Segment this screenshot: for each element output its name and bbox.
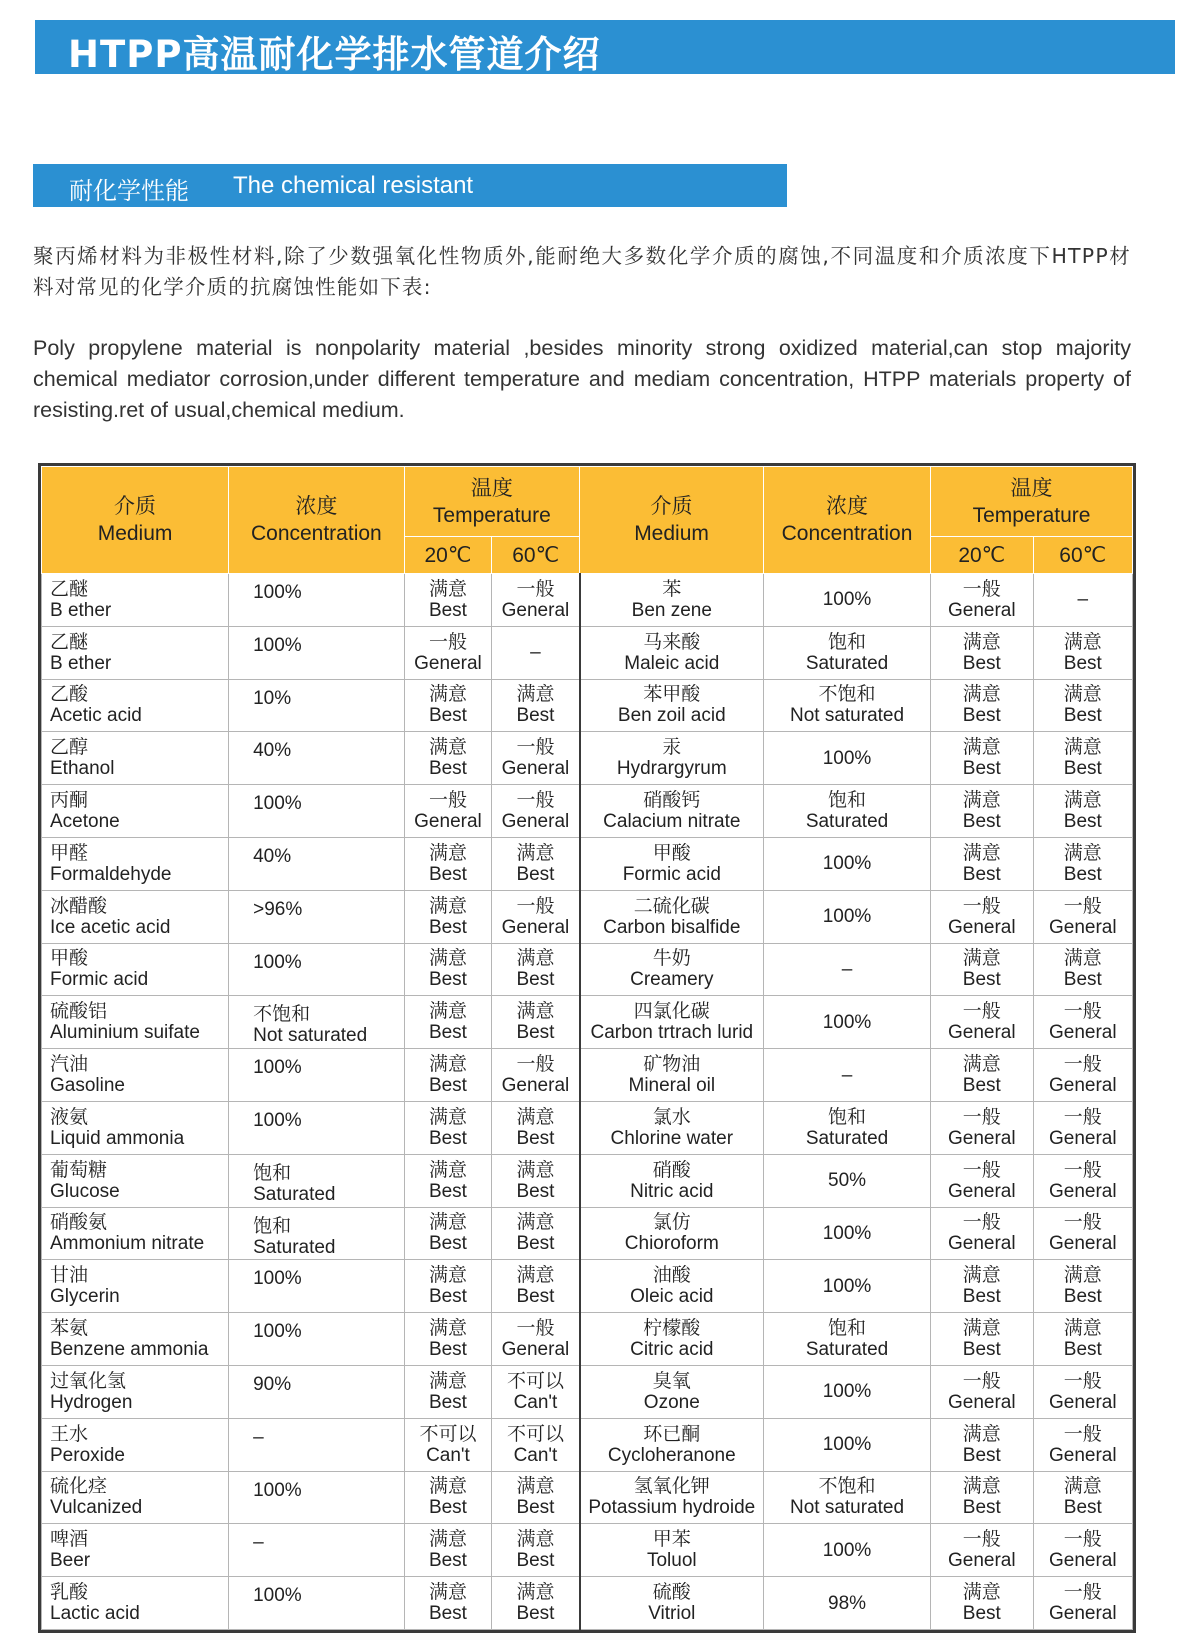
table-row (42, 890, 1133, 943)
concentration-cell: 10% (229, 679, 404, 732)
temp-60c-cell: – (492, 626, 580, 679)
medium-cell: 氯水 Chlorine water (580, 1101, 764, 1154)
temp-60c-cell: 满意 Best (492, 1260, 580, 1313)
temp-20c-cell: 满意 Best (931, 1577, 1034, 1630)
temp-60c-cell: 不可以 Can't (492, 1365, 580, 1418)
temp-60c-cell: 一般 General (1033, 1365, 1132, 1418)
temp-60c-cell: 满意 Best (492, 943, 580, 996)
temp-20c-cell: 满意 Best (931, 1049, 1034, 1102)
section-title-en: The chemical resistant (233, 172, 474, 199)
table-row (42, 996, 1133, 1049)
medium-cell: 葡萄糖 Glucose (42, 1154, 229, 1207)
medium-cell: 氯仿 Chioroform (580, 1207, 764, 1260)
table-row (42, 1524, 1133, 1577)
temp-60c-cell: 一般 General (1033, 1154, 1132, 1207)
temp-60c-cell: 一般 General (492, 785, 580, 838)
temp-60c-cell: 满意 Best (1033, 943, 1132, 996)
temp-60c-cell: 不可以 Can't (492, 1418, 580, 1471)
table-row (42, 1313, 1133, 1366)
temp-20c-cell: 一般 General (404, 785, 492, 838)
section-header (33, 164, 787, 207)
table-row (42, 1577, 1133, 1630)
temp-60c-cell: 一般 General (1033, 1101, 1132, 1154)
concentration-cell: 100% (229, 785, 404, 838)
temp-20c-cell: 满意 Best (404, 574, 492, 627)
temp-60c-cell: 一般 General (492, 732, 580, 785)
temp-20c-cell: 满意 Best (931, 1418, 1034, 1471)
temp-20c-cell: 一般 General (931, 996, 1034, 1049)
concentration-cell: 不饱和 Not saturated (229, 996, 404, 1049)
temp-20c-cell: 满意 Best (404, 1577, 492, 1630)
temp-20c-cell: 满意 Best (404, 1049, 492, 1102)
concentration-cell: 100% (229, 626, 404, 679)
temp-20c-cell: 满意 Best (404, 1101, 492, 1154)
temp-60c-cell: 满意 Best (492, 1524, 580, 1577)
temp-20c-cell: 一般 General (931, 574, 1034, 627)
table-row (42, 1207, 1133, 1260)
medium-cell: 硝酸 Nitric acid (580, 1154, 764, 1207)
temp-60c-cell: – (1033, 574, 1132, 627)
temp-20c-cell: 满意 Best (931, 943, 1034, 996)
temp-60c-cell: 满意 Best (492, 996, 580, 1049)
medium-cell: 二硫化碳 Carbon bisalfide (580, 890, 764, 943)
medium-cell: 冰醋酸 Ice acetic acid (42, 890, 229, 943)
temp-60c-cell: 满意 Best (492, 1471, 580, 1524)
temp-20c-cell: 满意 Best (931, 679, 1034, 732)
temp-20c-cell: 满意 Best (931, 1471, 1034, 1524)
concentration-cell: 40% (229, 837, 404, 890)
concentration-cell: 100% (229, 1260, 404, 1313)
temp-60c-cell: 满意 Best (1033, 732, 1132, 785)
concentration-cell: 饱和 Saturated (229, 1207, 404, 1260)
temp-20c-cell: 一般 General (931, 1154, 1034, 1207)
temp-60c-cell: 满意 Best (1033, 1260, 1132, 1313)
chemical-resistance-table-frame (38, 463, 1136, 1633)
concentration-cell: 100% (764, 732, 931, 785)
medium-cell: 硫化痉 Vulcanized (42, 1471, 229, 1524)
intro-paragraph-en: Poly propylene material is nonpolarity material ,besides minority strong oxidized material,can stop majority chemical mediator corrosion,under different temperature and mediam concentration, HTPP materials property of resisting.ret of usual,chemical medium. (33, 336, 1131, 422)
temp-60c-cell: 满意 Best (492, 679, 580, 732)
medium-cell: 汽油 Gasoline (42, 1049, 229, 1102)
temp-20c-cell: 一般 General (931, 1101, 1034, 1154)
table-row (42, 1471, 1133, 1524)
medium-cell: 乙醚 B ether (42, 626, 229, 679)
temp-20c-cell: 满意 Best (931, 1313, 1034, 1366)
temp-20c-cell: 满意 Best (931, 837, 1034, 890)
temp-20c-cell: 一般 General (931, 1524, 1034, 1577)
temp-20c-cell: 满意 Best (404, 1524, 492, 1577)
temp-60c-cell: 一般 General (1033, 1418, 1132, 1471)
temp-20c-cell: 满意 Best (404, 1471, 492, 1524)
medium-cell: 马来酸 Maleic acid (580, 626, 764, 679)
temp-60c-cell: 一般 General (492, 890, 580, 943)
header-60c: 60℃ (1033, 537, 1132, 574)
medium-cell: 氢氧化钾 Potassium hydroide (580, 1471, 764, 1524)
medium-cell: 啤酒 Beer (42, 1524, 229, 1577)
medium-cell: 过氧化氢 Hydrogen (42, 1365, 229, 1418)
temp-20c-cell: 满意 Best (931, 785, 1034, 838)
section-title-cn: 耐化学性能 (69, 177, 189, 205)
medium-cell: 四氯化碳 Carbon trtrach lurid (580, 996, 764, 1049)
concentration-cell: 不饱和 Not saturated (764, 1471, 931, 1524)
header-medium: 介质 Medium (42, 467, 229, 574)
concentration-cell: 饱和 Saturated (764, 785, 931, 838)
chemical-resistance-table (41, 466, 1133, 1630)
medium-cell: 甲苯 Toluol (580, 1524, 764, 1577)
temp-60c-cell: 满意 Best (1033, 785, 1132, 838)
concentration-cell: 100% (764, 1260, 931, 1313)
concentration-cell: 饱和 Saturated (764, 1313, 931, 1366)
medium-cell: 硝酸氨 Ammonium nitrate (42, 1207, 229, 1260)
concentration-cell: 100% (764, 1207, 931, 1260)
temp-20c-cell: 满意 Best (404, 1365, 492, 1418)
concentration-cell: 饱和 Saturated (764, 1101, 931, 1154)
temp-60c-cell: 一般 General (1033, 1207, 1132, 1260)
table-row (42, 679, 1133, 732)
table-row (42, 1418, 1133, 1471)
concentration-cell: 50% (764, 1154, 931, 1207)
concentration-cell: 饱和 Saturated (229, 1154, 404, 1207)
temp-60c-cell: 一般 General (1033, 1049, 1132, 1102)
temp-20c-cell: 满意 Best (404, 837, 492, 890)
concentration-cell: 40% (229, 732, 404, 785)
medium-cell: 臭氧 Ozone (580, 1365, 764, 1418)
temp-60c-cell: 满意 Best (492, 1101, 580, 1154)
concentration-cell: 不饱和 Not saturated (764, 679, 931, 732)
title-bar (35, 20, 1175, 74)
temp-60c-cell: 满意 Best (492, 1207, 580, 1260)
concentration-cell: 100% (764, 837, 931, 890)
header-20c: 20℃ (404, 537, 492, 574)
temp-20c-cell: 满意 Best (404, 679, 492, 732)
medium-cell: 乳酸 Lactic acid (42, 1577, 229, 1630)
temp-20c-cell: 一般 General (931, 1365, 1034, 1418)
table-row (42, 1260, 1133, 1313)
concentration-cell: 100% (229, 574, 404, 627)
header-medium: 介质 Medium (580, 467, 764, 574)
table-row (42, 1101, 1133, 1154)
temp-20c-cell: 满意 Best (404, 890, 492, 943)
temp-20c-cell: 满意 Best (404, 1260, 492, 1313)
temp-60c-cell: 一般 General (492, 574, 580, 627)
temp-20c-cell: 一般 General (931, 1207, 1034, 1260)
table-row (42, 1365, 1133, 1418)
table-row (42, 837, 1133, 890)
page-title: HTPP高温耐化学排水管道介绍 (68, 33, 601, 76)
header-temperature: 温度 Temperature (404, 467, 579, 537)
medium-cell: 硫酸 Vitriol (580, 1577, 764, 1630)
header-temperature: 温度 Temperature (931, 467, 1133, 537)
table-row (42, 1154, 1133, 1207)
medium-cell: 柠檬酸 Citric acid (580, 1313, 764, 1366)
medium-cell: 硝酸钙 Calacium nitrate (580, 785, 764, 838)
concentration-cell: 100% (229, 1471, 404, 1524)
concentration-cell: 90% (229, 1365, 404, 1418)
concentration-cell: 100% (229, 1101, 404, 1154)
temp-20c-cell: 不可以 Can't (404, 1418, 492, 1471)
temp-20c-cell: 满意 Best (404, 1313, 492, 1366)
concentration-cell: – (229, 1524, 404, 1577)
table-row (42, 943, 1133, 996)
temp-60c-cell: 满意 Best (492, 1577, 580, 1630)
medium-cell: 王水 Peroxide (42, 1418, 229, 1471)
temp-20c-cell: 满意 Best (404, 1207, 492, 1260)
table-body (42, 574, 1133, 1630)
medium-cell: 丙酮 Acetone (42, 785, 229, 838)
medium-cell: 硫酸铝 Aluminium suifate (42, 996, 229, 1049)
temp-60c-cell: 满意 Best (492, 1154, 580, 1207)
temp-60c-cell: 一般 General (1033, 890, 1132, 943)
temp-60c-cell: 满意 Best (1033, 1313, 1132, 1366)
temp-60c-cell: 一般 General (492, 1049, 580, 1102)
concentration-cell: 100% (764, 1418, 931, 1471)
medium-cell: 甘油 Glycerin (42, 1260, 229, 1313)
temp-20c-cell: 满意 Best (931, 732, 1034, 785)
concentration-cell: 100% (229, 1049, 404, 1102)
intro-paragraph-cn: 聚丙烯材料为非极性材料,除了少数强氧化性物质外,能耐绝大多数化学介质的腐蚀,不同温度和介质浓度下HTPP材料对常见的化学介质的抗腐蚀性能如下表: (33, 244, 1131, 299)
medium-cell: 环已酮 Cycloheranone (580, 1418, 764, 1471)
header-concentration: 浓度 Concentration (229, 467, 404, 574)
medium-cell: 汞 Hydrargyrum (580, 732, 764, 785)
medium-cell: 甲醛 Formaldehyde (42, 837, 229, 890)
medium-cell: 甲酸 Formic acid (580, 837, 764, 890)
concentration-cell: – (764, 1049, 931, 1102)
header-concentration: 浓度 Concentration (764, 467, 931, 574)
concentration-cell: 100% (764, 574, 931, 627)
medium-cell: 牛奶 Creamery (580, 943, 764, 996)
table-row (42, 574, 1133, 627)
concentration-cell: 100% (764, 1524, 931, 1577)
temp-20c-cell: 满意 Best (931, 1260, 1034, 1313)
temp-60c-cell: 满意 Best (1033, 679, 1132, 732)
medium-cell: 苯氨 Benzene ammonia (42, 1313, 229, 1366)
medium-cell: 甲酸 Formic acid (42, 943, 229, 996)
medium-cell: 乙酸 Acetic acid (42, 679, 229, 732)
concentration-cell: >96% (229, 890, 404, 943)
temp-60c-cell: 一般 General (492, 1313, 580, 1366)
concentration-cell: 100% (764, 996, 931, 1049)
medium-cell: 矿物油 Mineral oil (580, 1049, 764, 1102)
concentration-cell: 100% (229, 1313, 404, 1366)
medium-cell: 液氨 Liquid ammonia (42, 1101, 229, 1154)
temp-60c-cell: 满意 Best (1033, 626, 1132, 679)
medium-cell: 乙醚 B ether (42, 574, 229, 627)
temp-20c-cell: 满意 Best (931, 626, 1034, 679)
concentration-cell: – (764, 943, 931, 996)
table-row (42, 1049, 1133, 1102)
header-60c: 60℃ (492, 537, 580, 574)
concentration-cell: 100% (764, 1365, 931, 1418)
temp-20c-cell: 一般 General (404, 626, 492, 679)
concentration-cell: 100% (764, 890, 931, 943)
concentration-cell: – (229, 1418, 404, 1471)
temp-60c-cell: 满意 Best (492, 837, 580, 890)
medium-cell: 油酸 Oleic acid (580, 1260, 764, 1313)
temp-20c-cell: 满意 Best (404, 943, 492, 996)
temp-20c-cell: 一般 General (931, 890, 1034, 943)
temp-60c-cell: 一般 General (1033, 1577, 1132, 1630)
concentration-cell: 100% (229, 943, 404, 996)
header-20c: 20℃ (931, 537, 1034, 574)
temp-20c-cell: 满意 Best (404, 996, 492, 1049)
table-row (42, 785, 1133, 838)
temp-60c-cell: 一般 General (1033, 1524, 1132, 1577)
table-row (42, 626, 1133, 679)
temp-60c-cell: 一般 General (1033, 996, 1132, 1049)
medium-cell: 乙醇 Ethanol (42, 732, 229, 785)
medium-cell: 苯 Ben zene (580, 574, 764, 627)
temp-60c-cell: 满意 Best (1033, 1471, 1132, 1524)
temp-20c-cell: 满意 Best (404, 732, 492, 785)
concentration-cell: 饱和 Saturated (764, 626, 931, 679)
concentration-cell: 98% (764, 1577, 931, 1630)
concentration-cell: 100% (229, 1577, 404, 1630)
table-row (42, 732, 1133, 785)
temp-60c-cell: 满意 Best (1033, 837, 1132, 890)
medium-cell: 苯甲酸 Ben zoil acid (580, 679, 764, 732)
temp-20c-cell: 满意 Best (404, 1154, 492, 1207)
